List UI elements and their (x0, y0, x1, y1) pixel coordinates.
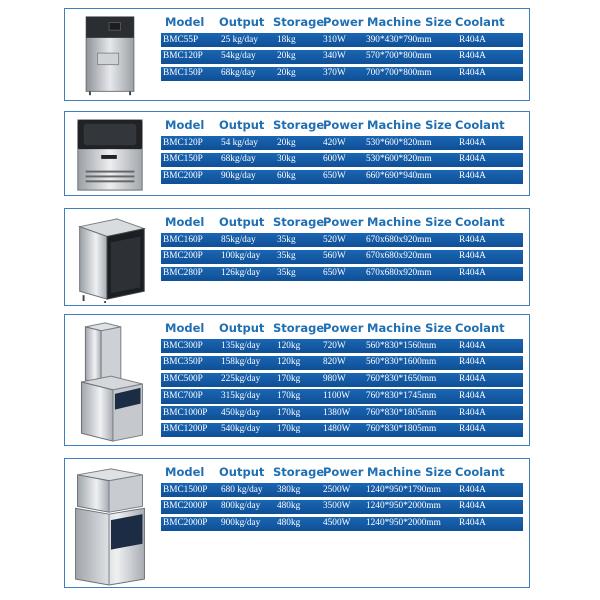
cell-size: 1240*950*2000mm (366, 518, 441, 529)
cell-power: 650W (323, 171, 346, 182)
col-model-header: Model (165, 321, 205, 335)
cell-power: 4500W (323, 518, 351, 529)
cell-coolant: R404A (459, 51, 486, 62)
cell-coolant: R404A (459, 251, 486, 262)
spec-table-4 (161, 315, 523, 440)
ice-machine-tower-icon (71, 319, 149, 445)
cell-storage: 170kg (277, 390, 301, 401)
col-size-header: Machine Size (367, 215, 452, 229)
table-row (161, 267, 523, 281)
cell-output: 450kg/day (221, 407, 261, 418)
cell-size: 570*700*800mm (366, 51, 432, 62)
table-header (161, 315, 523, 339)
cell-output: 800kg/day (221, 501, 261, 512)
cell-model: BMC55P (163, 34, 199, 45)
cell-coolant: R404A (459, 357, 486, 368)
table-row (161, 153, 523, 167)
spec-panel-3 (64, 208, 530, 306)
cell-storage: 170kg (277, 407, 301, 418)
cell-storage: 35kg (277, 268, 296, 279)
cell-coolant: R404A (459, 268, 486, 279)
table-row (161, 67, 523, 81)
table-row (161, 483, 523, 497)
spec-table-5 (161, 459, 523, 533)
cell-storage: 170kg (277, 374, 301, 385)
cell-output: 315kg/day (221, 390, 261, 401)
cell-power: 720W (323, 340, 346, 351)
cell-storage: 20kg (277, 68, 296, 79)
spec-table-3 (161, 209, 523, 283)
cell-power: 370W (323, 68, 346, 79)
col-power-header: Power (323, 465, 364, 479)
cell-size: 390*430*790mm (366, 34, 432, 45)
cell-model: BMC350P (163, 357, 203, 368)
cell-power: 310W (323, 34, 346, 45)
cell-power: 1100W (323, 390, 351, 401)
col-storage-header: Storage (273, 465, 325, 479)
table-row (161, 500, 523, 514)
table-row (161, 389, 523, 403)
cell-coolant: R404A (459, 234, 486, 245)
ice-machine-cabinet-icon (71, 213, 149, 303)
table-row (161, 33, 523, 47)
cell-model: BMC1500P (163, 484, 208, 495)
table-row (161, 406, 523, 420)
cell-power: 340W (323, 51, 346, 62)
cell-coolant: R404A (459, 390, 486, 401)
cell-output: 540kg/day (221, 424, 261, 435)
cell-power: 560W (323, 251, 346, 262)
col-model-header: Model (165, 15, 205, 29)
cell-coolant: R404A (459, 171, 486, 182)
col-coolant-header: Coolant (455, 465, 505, 479)
spec-table-2 (161, 112, 523, 186)
cell-model: BMC300P (163, 340, 203, 351)
col-coolant-header: Coolant (455, 15, 505, 29)
cell-output: 225kg/day (221, 374, 261, 385)
cell-power: 420W (323, 137, 346, 148)
cell-coolant: R404A (459, 154, 486, 165)
col-output-header: Output (219, 15, 265, 29)
table-row (161, 356, 523, 370)
col-storage-header: Storage (273, 321, 325, 335)
cell-size: 700*700*800mm (366, 68, 432, 79)
cell-model: BMC500P (163, 374, 203, 385)
col-coolant-header: Coolant (455, 118, 505, 132)
col-power-header: Power (323, 15, 364, 29)
cell-model: BMC700P (163, 390, 203, 401)
col-storage-header: Storage (273, 15, 325, 29)
cell-coolant: R404A (459, 340, 486, 351)
col-size-header: Machine Size (367, 465, 452, 479)
cell-size: 660*690*940mm (366, 171, 432, 182)
table-header (161, 112, 523, 136)
cell-model: BMC150P (163, 68, 203, 79)
ice-machine-undercounter-icon (71, 116, 149, 194)
cell-storage: 35kg (277, 251, 296, 262)
cell-power: 600W (323, 154, 346, 165)
cell-coolant: R404A (459, 484, 486, 495)
cell-storage: 60kg (277, 171, 296, 182)
cell-model: BMC120P (163, 137, 203, 148)
col-power-header: Power (323, 321, 364, 335)
cell-coolant: R404A (459, 137, 486, 148)
cell-size: 560*830*1600mm (366, 357, 437, 368)
cell-model: BMC150P (163, 154, 203, 165)
col-output-header: Output (219, 215, 265, 229)
cell-size: 560*830*1560mm (366, 340, 437, 351)
cell-storage: 380kg (277, 484, 301, 495)
cell-output: 680 kg/day (221, 484, 263, 495)
cell-power: 820W (323, 357, 346, 368)
table-row (161, 170, 523, 184)
cell-size: 530*600*820mm (366, 137, 432, 148)
cell-storage: 18kg (277, 34, 296, 45)
col-size-header: Machine Size (367, 321, 452, 335)
cell-coolant: R404A (459, 501, 486, 512)
cell-size: 530*600*820mm (366, 154, 432, 165)
cell-size: 760*830*1805mm (366, 407, 437, 418)
cell-size: 760*830*1650mm (366, 374, 437, 385)
ice-machine-large-icon (71, 463, 149, 587)
cell-output: 25 kg/day (221, 34, 258, 45)
ice-machine-small-icon (71, 13, 149, 99)
col-model-header: Model (165, 465, 205, 479)
col-coolant-header: Coolant (455, 215, 505, 229)
table-row (161, 423, 523, 437)
col-output-header: Output (219, 465, 265, 479)
cell-power: 980W (323, 374, 346, 385)
cell-model: BMC280P (163, 268, 203, 279)
table-row (161, 233, 523, 247)
table-header (161, 9, 523, 33)
cell-model: BMC2000P (163, 501, 208, 512)
cell-output: 100kg/day (221, 251, 261, 262)
cell-coolant: R404A (459, 68, 486, 79)
cell-model: BMC1200P (163, 424, 208, 435)
table-row (161, 50, 523, 64)
cell-power: 1380W (323, 407, 351, 418)
cell-output: 54kg/day (221, 51, 256, 62)
cell-model: BMC1000P (163, 407, 208, 418)
cell-output: 68kg/day (221, 68, 256, 79)
cell-size: 1240*950*2000mm (366, 501, 441, 512)
spec-panel-5 (64, 458, 530, 588)
cell-coolant: R404A (459, 424, 486, 435)
cell-storage: 480kg (277, 501, 301, 512)
cell-coolant: R404A (459, 374, 486, 385)
cell-power: 2500W (323, 484, 351, 495)
col-power-header: Power (323, 118, 364, 132)
cell-storage: 480kg (277, 518, 301, 529)
cell-size: 760*830*1745mm (366, 390, 437, 401)
cell-size: 670x680x920mm (366, 268, 432, 279)
cell-power: 3500W (323, 501, 351, 512)
cell-output: 158kg/day (221, 357, 261, 368)
cell-size: 670x680x920mm (366, 251, 432, 262)
cell-output: 54 kg/day (221, 137, 258, 148)
cell-storage: 120kg (277, 357, 301, 368)
table-row (161, 373, 523, 387)
cell-output: 90kg/day (221, 171, 256, 182)
cell-storage: 120kg (277, 340, 301, 351)
cell-size: 1240*950*1790mm (366, 484, 441, 495)
table-header (161, 209, 523, 233)
col-output-header: Output (219, 321, 265, 335)
table-row (161, 250, 523, 264)
table-row (161, 136, 523, 150)
col-output-header: Output (219, 118, 265, 132)
cell-storage: 30kg (277, 154, 296, 165)
spec-panel-4 (64, 314, 530, 446)
col-storage-header: Storage (273, 118, 325, 132)
spec-panel-2 (64, 111, 530, 196)
cell-storage: 35kg (277, 234, 296, 245)
table-row (161, 339, 523, 353)
cell-size: 760*830*1805mm (366, 424, 437, 435)
table-header (161, 459, 523, 483)
cell-coolant: R404A (459, 34, 486, 45)
cell-size: 670x680x920mm (366, 234, 432, 245)
cell-model: BMC120P (163, 51, 203, 62)
col-power-header: Power (323, 215, 364, 229)
cell-model: BMC160P (163, 234, 203, 245)
cell-power: 520W (323, 234, 346, 245)
cell-storage: 170kg (277, 424, 301, 435)
col-model-header: Model (165, 215, 205, 229)
spec-table-1 (161, 9, 523, 83)
cell-model: BMC200P (163, 171, 203, 182)
table-row (161, 517, 523, 531)
spec-panel-1 (64, 8, 530, 101)
col-model-header: Model (165, 118, 205, 132)
cell-storage: 20kg (277, 137, 296, 148)
col-coolant-header: Coolant (455, 321, 505, 335)
cell-output: 135kg/day (221, 340, 261, 351)
cell-power: 650W (323, 268, 346, 279)
cell-power: 1480W (323, 424, 351, 435)
cell-coolant: R404A (459, 407, 486, 418)
cell-output: 68kg/day (221, 154, 256, 165)
cell-output: 85kg/day (221, 234, 256, 245)
cell-model: BMC200P (163, 251, 203, 262)
cell-output: 900kg/day (221, 518, 261, 529)
cell-model: BMC2000P (163, 518, 208, 529)
cell-storage: 20kg (277, 51, 296, 62)
col-storage-header: Storage (273, 215, 325, 229)
col-size-header: Machine Size (367, 15, 452, 29)
col-size-header: Machine Size (367, 118, 452, 132)
cell-output: 126kg/day (221, 268, 261, 279)
cell-coolant: R404A (459, 518, 486, 529)
